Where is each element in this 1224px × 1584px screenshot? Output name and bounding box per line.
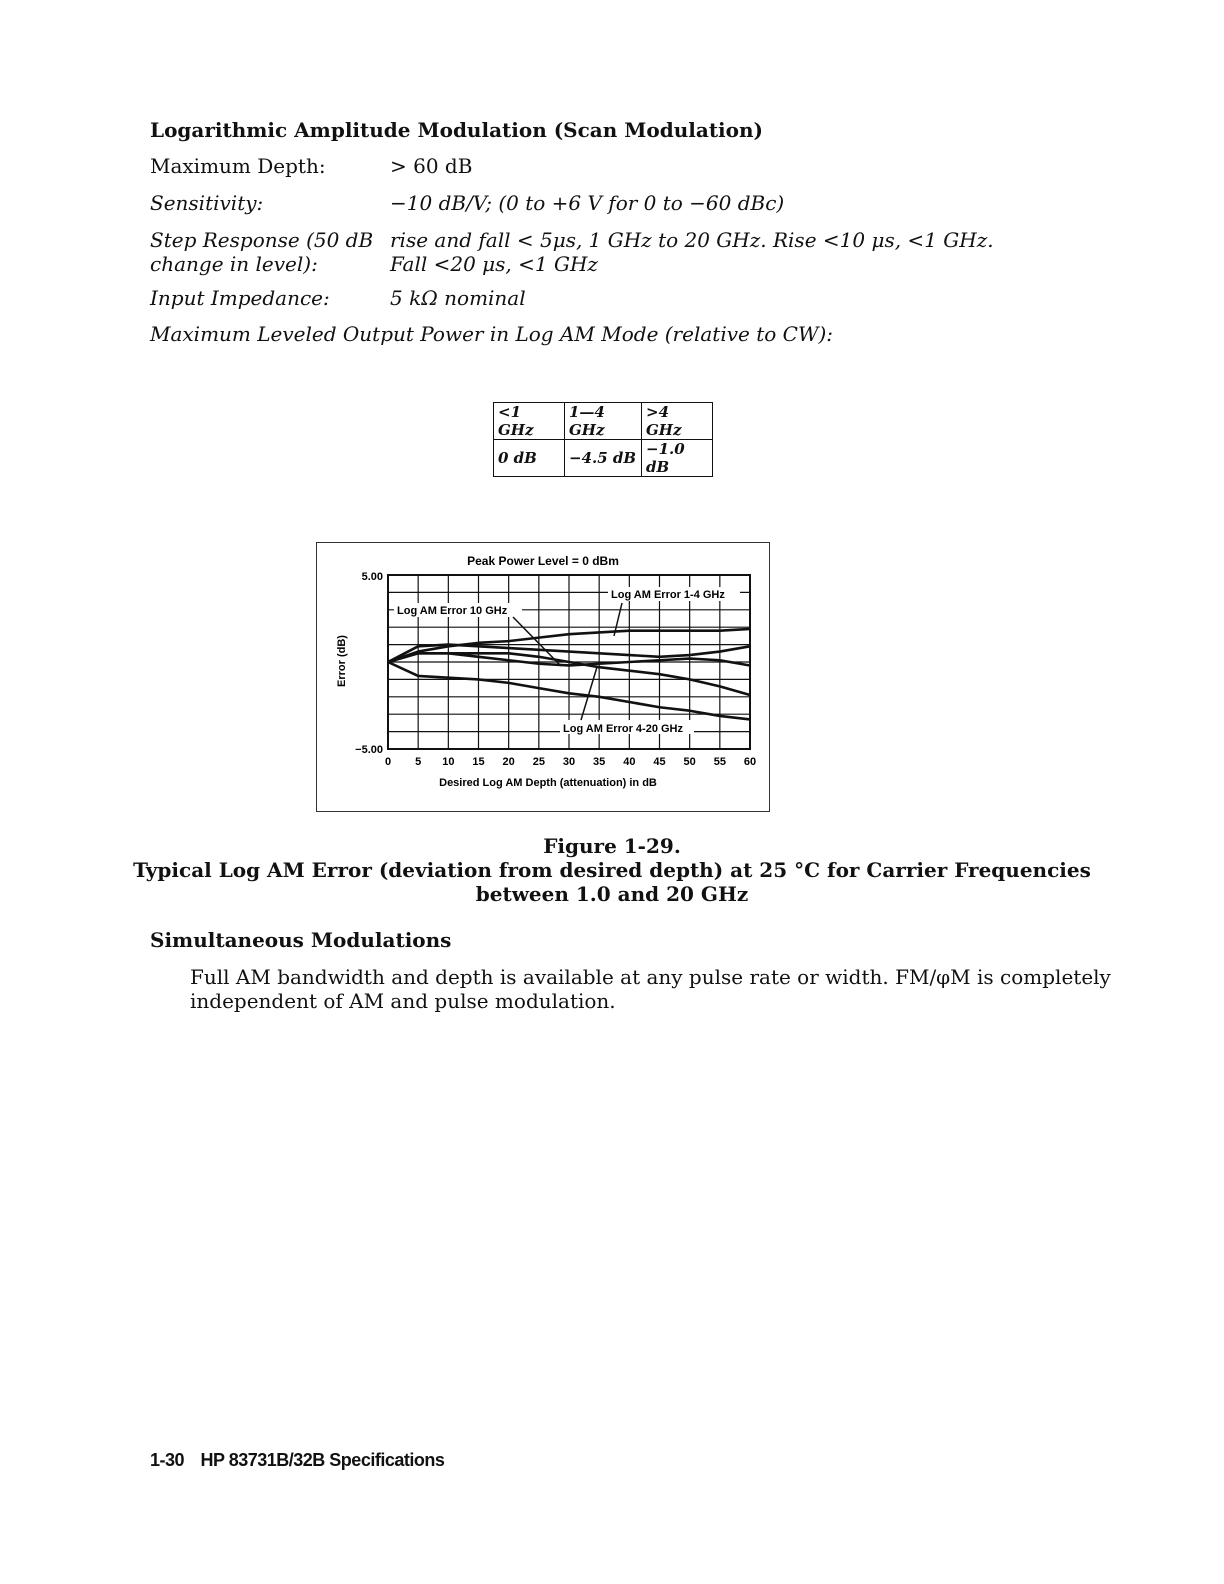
power-table-value-row bbox=[494, 440, 713, 477]
chart-title: Peak Power Level = 0 dBm bbox=[467, 554, 619, 568]
spec-label-sensitivity: Sensitivity: bbox=[150, 191, 264, 215]
power-table-header-gt4ghz: >4 GHz bbox=[642, 403, 713, 440]
chart-x-tick: 50 bbox=[683, 756, 696, 768]
annotation-1-4ghz: Log AM Error 1-4 GHz bbox=[611, 589, 725, 601]
spec-label-max-depth: Maximum Depth: bbox=[150, 154, 326, 178]
chart-x-tick: 25 bbox=[532, 756, 545, 768]
figure-number: Figure 1-29. bbox=[543, 834, 681, 858]
chart-x-tick: 0 bbox=[384, 756, 392, 768]
section-title-log-am: Logarithmic Amplitude Modulation (Scan Modulation) bbox=[150, 118, 763, 142]
chart-x-tick: 15 bbox=[472, 756, 485, 768]
figure-caption-line1: Typical Log AM Error (deviation from desired depth) at 25 °C for Carrier Frequencies bbox=[133, 858, 1091, 882]
chart-x-tick: 40 bbox=[623, 756, 636, 768]
chart-x-axis-label: Desired Log AM Depth (attenuation) in dB bbox=[439, 777, 657, 789]
spec-value-step-response-line1: rise and fall < 5μs, 1 GHz to 20 GHz. Rise <10 μs, <1 GHz. bbox=[390, 228, 994, 252]
section-title-simultaneous: Simultaneous Modulations bbox=[150, 928, 452, 952]
power-table-value-gt4ghz: −1.0 dB bbox=[642, 440, 713, 477]
chart-x-tick: 35 bbox=[593, 756, 606, 768]
power-table-heading: Maximum Leveled Output Power in Log AM Mode (relative to CW): bbox=[150, 322, 834, 346]
chart-y-tick-top: 5.00 bbox=[361, 571, 383, 583]
spec-label-step-response-line2: change in level): bbox=[150, 252, 318, 276]
chart-x-tick: 45 bbox=[653, 756, 666, 768]
power-table-header-lt1ghz: <1 GHz bbox=[494, 403, 565, 440]
annotation-leader-10ghz bbox=[513, 617, 561, 666]
annotation-10ghz: Log AM Error 10 GHz bbox=[397, 605, 508, 617]
chart-x-tick: 5 bbox=[415, 756, 422, 768]
page-footer bbox=[150, 1450, 444, 1471]
spec-label-input-impedance: Input Impedance: bbox=[150, 286, 330, 310]
annotation-leader-4-20ghz bbox=[581, 667, 597, 720]
chart-x-tick: 60 bbox=[743, 756, 757, 768]
chart-x-tick: 20 bbox=[502, 756, 515, 768]
power-table-header-row bbox=[494, 403, 713, 440]
footer-title: HP 83731B/32B Specifications bbox=[200, 1450, 445, 1470]
figure-box bbox=[316, 542, 770, 812]
chart-y-tick-bottom: −5.00 bbox=[355, 744, 383, 756]
figure-caption-line2: between 1.0 and 20 GHz bbox=[475, 882, 749, 906]
spec-value-sensitivity: −10 dB/V; (0 to +6 V for 0 to −60 dBc) bbox=[390, 191, 785, 215]
power-table-header-1to4ghz: 1—4 GHz bbox=[565, 403, 642, 440]
spec-value-input-impedance: 5 kΩ nominal bbox=[390, 286, 526, 310]
annotation-4-20ghz: Log AM Error 4-20 GHz bbox=[563, 723, 683, 735]
power-table-value-lt1ghz: 0 dB bbox=[494, 440, 565, 477]
simultaneous-body-line1: Full AM bandwidth and depth is available at any pulse rate or width. FM/φM is completely bbox=[190, 965, 1111, 989]
power-table bbox=[493, 402, 713, 477]
spec-value-step-response-line2: Fall <20 μs, <1 GHz bbox=[390, 252, 598, 276]
chart-y-axis-label: Error (dB) bbox=[336, 635, 348, 687]
spec-label-step-response-line1: Step Response (50 dB bbox=[150, 228, 374, 252]
chart-x-tick: 10 bbox=[442, 756, 455, 768]
chart-x-tick: 55 bbox=[713, 756, 726, 768]
log-am-error-chart bbox=[317, 543, 769, 811]
simultaneous-body-line2: independent of AM and pulse modulation. bbox=[190, 989, 616, 1013]
power-table-value-1to4ghz: −4.5 dB bbox=[565, 440, 642, 477]
footer-page-number: 1-30 bbox=[150, 1450, 185, 1470]
chart-x-tick: 30 bbox=[562, 756, 576, 768]
spec-value-max-depth: > 60 dB bbox=[390, 154, 473, 178]
